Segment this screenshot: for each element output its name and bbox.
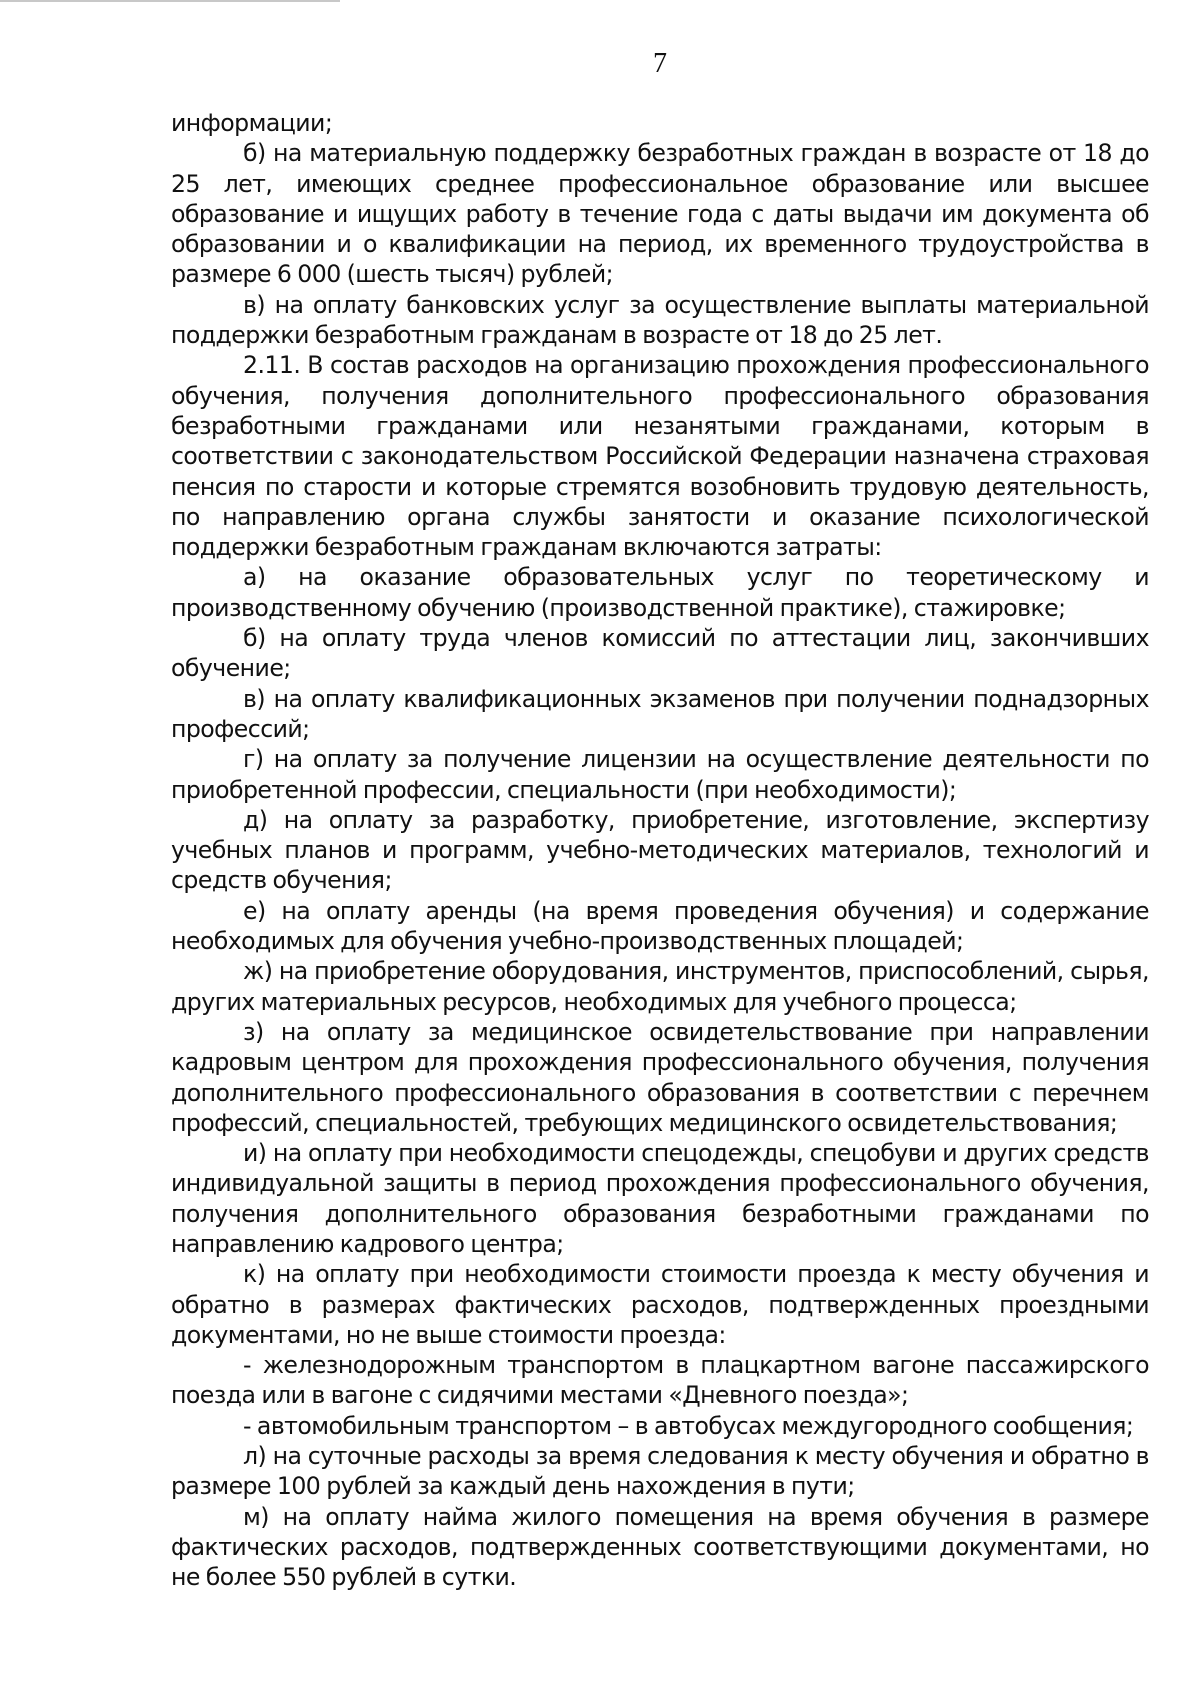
para-2-10-v: в) на оплату банковских услуг за осуществление выплаты материальной поддержки безработным гражданам в возрасте от 18 до 25 лет. (171, 290, 1149, 350)
para-2-11-zh: ж) на приобретение оборудования, инструментов, приспособлений, сырья, других материальных ресурсов, необходимых для учебного процесса; (171, 957, 1149, 1016)
document-body (171, 108, 1149, 1593)
scan-edge-rule (0, 0, 340, 2)
para-2-11-m: м) на оплату найма жилого помещения на время обучения в размере фактических расходов, подтвержденных соответствующими документами, но не более 550 рублей в сутки. (171, 1502, 1149, 1592)
para-2-11-b: б) на оплату труда членов комиссий по аттестации лиц, закончивших обучение; (171, 624, 1149, 683)
para-continuation: информации; (171, 109, 333, 137)
para-2-11-d: д) на оплату за разработку, приобретение, изготовление, экспертизу учебных планов и программ, учебно-методических материалов, технологий и средств обучения; (171, 805, 1149, 895)
para-2-11-v: в) на оплату квалификационных экзаменов при получении поднадзорных профессий; (171, 684, 1149, 743)
para-2-11-k-road: - автомобильным транспортом – в автобусах междугородного сообщения; (243, 1411, 1134, 1440)
page-number: 7 (653, 48, 667, 79)
para-2-11-a: а) на оказание образовательных услуг по теоретическому и производственному обучению (производственной практике), стажировке; (171, 563, 1149, 622)
para-2-11-z: з) на оплату за медицинское освидетельствование при направлении кадровым центром для прохождения профессионального обучения, получения дополнительного профессионального образования в соответствии с перечнем профессий, специальностей, требующих медицинского освидетельствования; (171, 1017, 1149, 1137)
para-2-10-b: б) на материальную поддержку безработных граждан в возрасте от 18 до 25 лет, имеющих среднее профессиональное образование или высшее образование и ищущих работу в течение года с даты выдачи им документа об образовании и о квалификации на период, их временного трудоустройства в размере 6 000 (шесть тысяч) рублей; (171, 139, 1149, 289)
para-2-11-e: е) на оплату аренды (на время проведения обучения) и содержание необходимых для обучения учебно-производственных площадей; (171, 896, 1149, 956)
para-2-11-i: и) на оплату при необходимости спецодежды, спецобуви и других средств индивидуальной защиты в период прохождения профессионального обучения, получения дополнительного образования безработными гражданами по направлению кадрового центра; (171, 1139, 1149, 1258)
para-2-11-k: к) на оплату при необходимости стоимости проезда к месту обучения и обратно в размерах фактических расходов, подтвержденных проездными документами, но не выше стоимости проезда: (171, 1260, 1149, 1349)
para-2-11: 2.11. В состав расходов на организацию прохождения профессионального обучения, получения дополнительного профессионального образования безработными гражданами или незанятыми гражданами, которым в соответствии с законодательством Российской Федерации назначена страховая пенсия по старости и которые стремятся возобновить трудовую деятельность, по направлению органа службы занятости и оказание психологической поддержки безработным гражданам включаются затраты: (171, 351, 1149, 562)
para-2-11-k-rail: - железнодорожным транспортом в плацкартном вагоне пассажирского поезда или в вагоне с сидячими местами «Дневного поезда»; (171, 1351, 1149, 1410)
para-2-11-g: г) на оплату за получение лицензии на осуществление деятельности по приобретенной профессии, специальности (при необходимости); (171, 745, 1149, 804)
para-2-11-l: л) на суточные расходы за время следования к месту обучения и обратно в размере 100 рублей за каждый день нахождения в пути; (171, 1442, 1149, 1501)
